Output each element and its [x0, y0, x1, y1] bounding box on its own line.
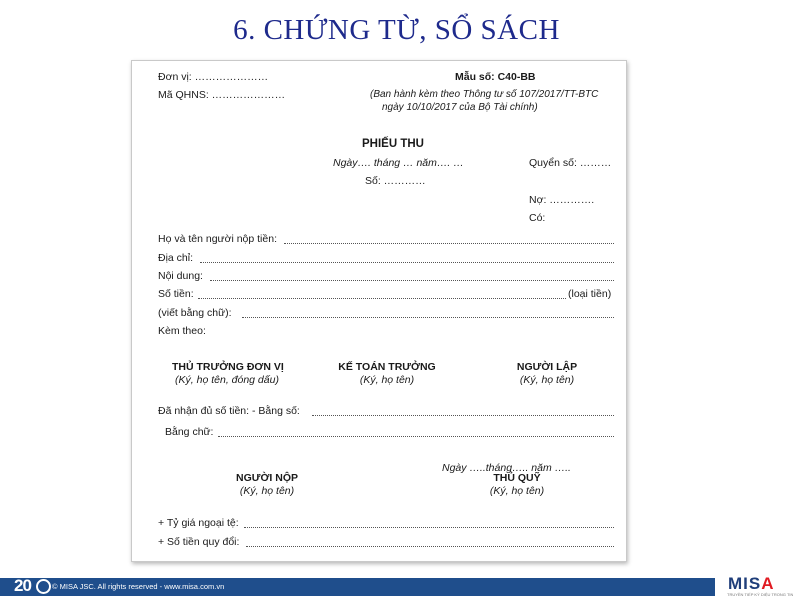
- form-number: Mẫu số: C40-BB: [455, 71, 536, 83]
- currency-label: (loại tiền): [568, 288, 612, 300]
- form-title: PHIẾU THU: [362, 138, 424, 150]
- book-line: Quyển số: ………: [529, 157, 612, 169]
- converted-dots: [246, 546, 614, 547]
- in-words-dots: [242, 317, 614, 318]
- misa-logo-text: MIS: [728, 574, 762, 593]
- date2-line: Ngày …..tháng….. năm …..: [442, 462, 571, 474]
- date-line: Ngày…. tháng … năm…. …: [333, 157, 464, 169]
- signer-cashier-note: (Ký, họ tên): [489, 485, 545, 497]
- signer-chief-accountant-note: (Ký, họ tên): [359, 374, 415, 386]
- attached-label: Kèm theo:: [158, 325, 206, 337]
- payer-dots: [284, 243, 614, 244]
- anniversary-logo: 20: [14, 576, 31, 595]
- received-label: Đã nhận đủ số tiền: - Bằng số:: [158, 405, 300, 417]
- qhns-line: Mã QHNS: …………………: [158, 89, 286, 101]
- payer-label: Họ và tên người nộp tiền:: [158, 233, 277, 245]
- signer-cashier-title: THỦ QUỸ: [493, 472, 541, 484]
- credit-line: Có:: [529, 212, 546, 224]
- content-label: Nội dung:: [158, 270, 203, 282]
- footer-copyright: © MISA JSC. All rights reserved - www.misa.com.vn: [52, 582, 225, 591]
- amount-dots: [198, 298, 566, 299]
- signer-payer-title: NGƯỜI NỘP: [235, 472, 298, 484]
- number-line: Số: …………: [365, 175, 426, 187]
- address-dots: [200, 262, 614, 263]
- slide-title: 6. CHỨNG TỪ, SỔ SÁCH: [233, 14, 560, 46]
- fx-rate-dots: [244, 527, 614, 528]
- in-words2-dots: [218, 436, 614, 437]
- misa-logo-accent: A: [761, 574, 775, 593]
- in-words-label: (viết bằng chữ):: [158, 307, 232, 319]
- signer-head-note: (Ký, họ tên, đóng dấu): [175, 374, 279, 386]
- content-dots: [210, 280, 614, 281]
- signer-preparer-note: (Ký, họ tên): [519, 374, 575, 386]
- unit-line: Đơn vị: …………………: [158, 71, 269, 83]
- footer: [0, 572, 793, 596]
- issued-line-1: (Ban hành kèm theo Thông tư số 107/2017/TT-BTC: [370, 89, 599, 100]
- signer-payer-note: (Ký, họ tên): [239, 485, 295, 497]
- received-dots: [312, 415, 614, 416]
- converted-label: + Số tiền quy đổi:: [158, 536, 240, 548]
- debit-line: Nợ: ………….: [529, 194, 595, 206]
- signer-head-title: THỦ TRƯỞNG ĐƠN VỊ: [172, 361, 284, 373]
- misa-tagline: TRUYỀN TIẾP KỲ DIỆU TRONG TIN: [727, 592, 793, 597]
- amount-label: Số tiền:: [158, 288, 194, 300]
- misa-logo: [728, 574, 775, 594]
- in-words2-label: Bằng chữ:: [165, 426, 214, 438]
- signer-chief-accountant-title: KẾ TOÁN TRƯỞNG: [338, 361, 436, 373]
- issued-line-2: ngày 10/10/2017 của Bộ Tài chính): [382, 102, 538, 113]
- receipt-form: [131, 60, 627, 562]
- anniversary-ring-icon: [36, 579, 51, 594]
- address-label: Địa chỉ:: [158, 252, 194, 264]
- signer-preparer-title: NGƯỜI LẬP: [516, 361, 578, 373]
- fx-rate-label: + Tỷ giá ngoại tệ:: [158, 517, 239, 529]
